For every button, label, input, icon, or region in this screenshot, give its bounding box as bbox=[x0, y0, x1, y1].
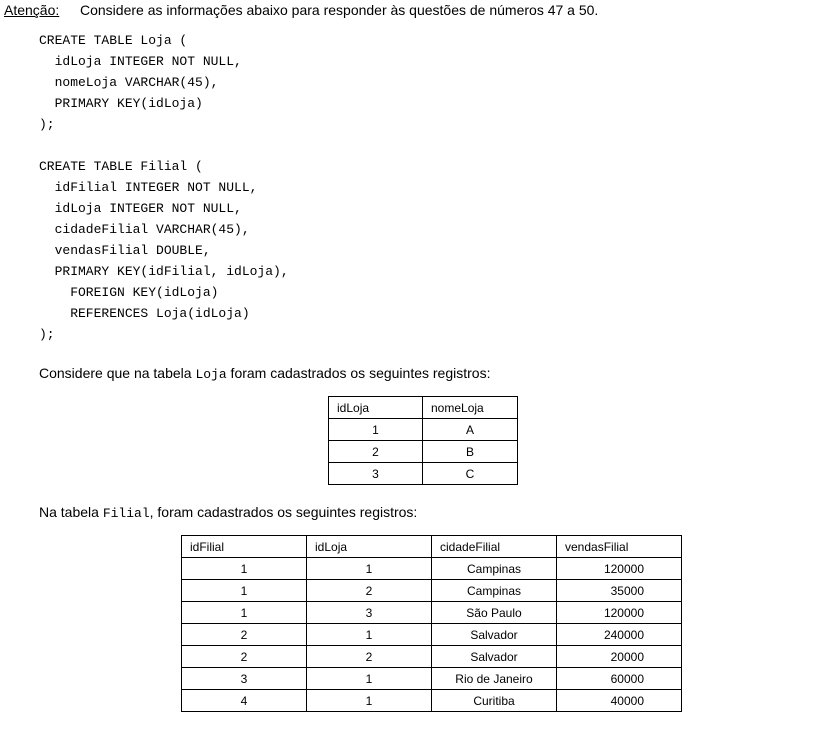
table-cell: C bbox=[423, 463, 518, 485]
table-row bbox=[329, 441, 518, 463]
column-header: cidadeFilial bbox=[432, 536, 557, 558]
code-line: FOREIGN KEY(idLoja) bbox=[39, 285, 219, 300]
table-cell: 2 bbox=[182, 624, 307, 646]
table-header-row bbox=[329, 397, 518, 419]
paragraph-code-term: Filial bbox=[102, 506, 150, 521]
table-loja bbox=[328, 396, 518, 485]
column-header: idLoja bbox=[329, 397, 423, 419]
code-line: ); bbox=[39, 327, 55, 342]
table-row bbox=[329, 419, 518, 441]
table-cell: 1 bbox=[307, 558, 432, 580]
code-create-table-loja bbox=[39, 30, 242, 135]
table-row bbox=[182, 580, 682, 602]
table-cell: 240000 bbox=[557, 624, 682, 646]
code-line: idFilial INTEGER NOT NULL, bbox=[39, 180, 258, 195]
code-line: nomeLoja VARCHAR(45), bbox=[39, 75, 219, 90]
table-cell: 60000 bbox=[557, 668, 682, 690]
table-cell: 3 bbox=[182, 668, 307, 690]
attention-text: Considere as informações abaixo para responder às questões de números 47 a 50. bbox=[80, 2, 599, 18]
column-header: nomeLoja bbox=[423, 397, 518, 419]
table-cell: 1 bbox=[307, 690, 432, 712]
code-line: vendasFilial DOUBLE, bbox=[39, 243, 211, 258]
column-header: idLoja bbox=[307, 536, 432, 558]
paragraph-filial-records bbox=[39, 504, 417, 521]
table-filial bbox=[181, 535, 682, 712]
table-cell: 1 bbox=[329, 419, 423, 441]
code-line: cidadeFilial VARCHAR(45), bbox=[39, 222, 250, 237]
table-row bbox=[182, 690, 682, 712]
code-line: idLoja INTEGER NOT NULL, bbox=[39, 201, 242, 216]
table-cell: A bbox=[423, 419, 518, 441]
table-row bbox=[182, 646, 682, 668]
code-line: PRIMARY KEY(idLoja) bbox=[39, 96, 203, 111]
table-cell: 2 bbox=[307, 580, 432, 602]
code-line: ); bbox=[39, 117, 55, 132]
table-cell: Salvador bbox=[432, 624, 557, 646]
table-row bbox=[329, 463, 518, 485]
code-line: idLoja INTEGER NOT NULL, bbox=[39, 54, 242, 69]
paragraph-loja-records bbox=[39, 365, 490, 382]
table-cell: 2 bbox=[307, 646, 432, 668]
table-cell: 2 bbox=[182, 646, 307, 668]
table-row bbox=[182, 668, 682, 690]
column-header: idFilial bbox=[182, 536, 307, 558]
code-line: PRIMARY KEY(idFilial, idLoja), bbox=[39, 264, 289, 279]
table-cell: Campinas bbox=[432, 580, 557, 602]
table-cell: 1 bbox=[307, 668, 432, 690]
table-cell: 3 bbox=[307, 602, 432, 624]
table-cell: 1 bbox=[307, 624, 432, 646]
table-cell: 1 bbox=[182, 558, 307, 580]
attention-label: Atenção: bbox=[4, 2, 60, 18]
table-cell: São Paulo bbox=[432, 602, 557, 624]
table-cell: 2 bbox=[329, 441, 423, 463]
table-row bbox=[182, 602, 682, 624]
table-cell: 1 bbox=[182, 602, 307, 624]
table-header-row bbox=[182, 536, 682, 558]
paragraph-text: Na tabela bbox=[39, 504, 103, 520]
table-cell: 120000 bbox=[557, 558, 682, 580]
code-line: CREATE TABLE Loja ( bbox=[39, 33, 188, 48]
table-row bbox=[182, 558, 682, 580]
column-header: vendasFilial bbox=[557, 536, 682, 558]
table-cell: Campinas bbox=[432, 558, 557, 580]
code-line: REFERENCES Loja(idLoja) bbox=[39, 306, 250, 321]
attention-heading bbox=[4, 2, 598, 18]
paragraph-text: , foram cadastrados os seguintes registros: bbox=[149, 504, 418, 520]
table-cell: 4 bbox=[182, 690, 307, 712]
table-cell: 40000 bbox=[557, 690, 682, 712]
paragraph-code-term: Loja bbox=[195, 367, 227, 382]
paragraph-text: foram cadastrados os seguintes registros: bbox=[226, 365, 491, 381]
table-cell: B bbox=[423, 441, 518, 463]
table-cell: Rio de Janeiro bbox=[432, 668, 557, 690]
table-row bbox=[182, 624, 682, 646]
table-cell: 1 bbox=[182, 580, 307, 602]
paragraph-text: Considere que na tabela bbox=[39, 365, 196, 381]
table-cell: 3 bbox=[329, 463, 423, 485]
table-cell: Salvador bbox=[432, 646, 557, 668]
code-line: CREATE TABLE Filial ( bbox=[39, 159, 203, 174]
table-cell: 20000 bbox=[557, 646, 682, 668]
table-cell: 35000 bbox=[557, 580, 682, 602]
code-create-table-filial bbox=[39, 156, 289, 345]
table-cell: 120000 bbox=[557, 602, 682, 624]
table-cell: Curitiba bbox=[432, 690, 557, 712]
